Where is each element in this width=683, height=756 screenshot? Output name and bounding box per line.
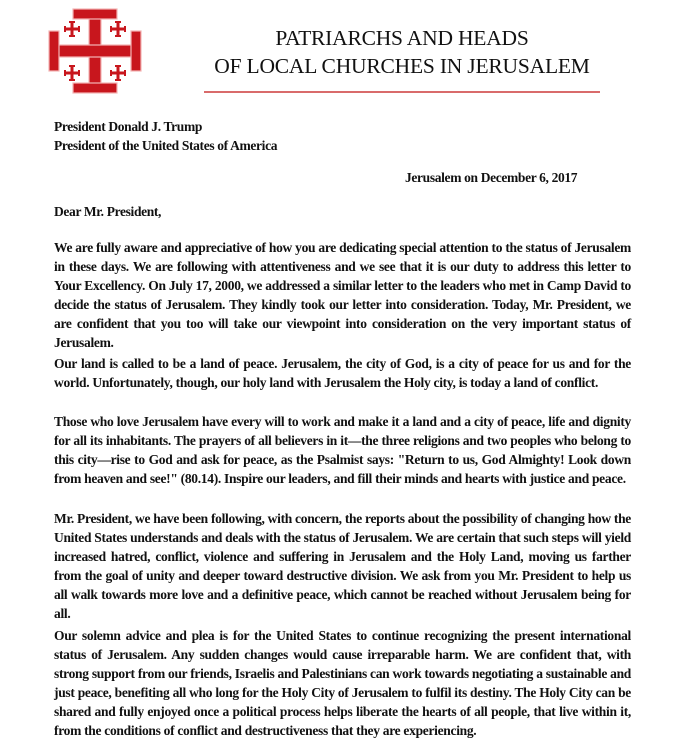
organization-title-line-1: PATRIARCHS AND HEADS xyxy=(275,26,529,50)
salutation: Dear Mr. President, xyxy=(54,204,162,219)
body-paragraph: Mr. President, we have been following, with concern, the reports about the possibility of changing how the United States understands and deals with the status of Jerusalem. We are certain that such steps will yield increased hatred, conflict, violence and suffering in Jerusalem and the Holy Land, moving us farther from the goal of unity and deeper toward destructive division. We ask from you Mr. President to help us all walk towards more love and a definitive peace, which cannot be reached without Jerusalem being for all. xyxy=(54,511,631,621)
organization-title xyxy=(196,24,608,80)
body-paragraph: Those who love Jerusalem have every will to work and make it a land and a city of peace, life and dignity for all its inhabitants. The prayers of all believers in it—the three religions and two peoples who belong to this city—rise to God and ask for peace, as the Psalmist says: "Return to us, God Almighty! Look down from heaven and see!" (80.14). Inspire our leaders, and fill their minds and hearts with justice and peace. xyxy=(54,414,631,486)
recipient-block xyxy=(54,117,277,155)
letterhead-divider xyxy=(204,91,600,93)
recipient-title: President of the United States of America xyxy=(54,138,278,153)
jerusalem-cross-icon xyxy=(47,5,143,95)
recipient-name: President Donald J. Trump xyxy=(54,119,203,134)
body-paragraph: Our solemn advice and plea is for the United States to continue recognizing the present international status of Jerusalem. Any sudden changes would cause irreparable harm. We are confident that, with strong support from our friends, Israelis and Palestinians can work towards negotiating a sustainable and just peace, benefiting all who long for the Holy City of Jerusalem to fulfil its destiny. The Holy City can be shared and fully enjoyed once a political process helps liberate the hearts of all people, that live within it, from the conditions of conflict and destructiveness that they are experiencing. xyxy=(54,628,631,738)
organization-title-line-2: OF LOCAL CHURCHES IN JERUSALEM xyxy=(214,54,590,78)
date-line: Jerusalem on December 6, 2017 xyxy=(405,170,578,185)
body-paragraph: We are fully aware and appreciative of how you are dedicating special attention to the status of Jerusalem in these days. We are following with attentiveness and we see that it is our duty to address this letter to Your Excellency. On July 17, 2000, we addressed a similar letter to the leaders who met in Camp David to decide the status of Jerusalem. They kindly took our letter into consideration. Today, Mr. President, we are confident that you too will take our viewpoint into consideration on the very important status of Jerusalem. xyxy=(54,240,631,350)
body-paragraph: Our land is called to be a land of peace. Jerusalem, the city of God, is a city of peace for us and for the world. Unfortunately, though, our holy land with Jerusalem the Holy city, is today a land of conflict. xyxy=(54,356,631,390)
